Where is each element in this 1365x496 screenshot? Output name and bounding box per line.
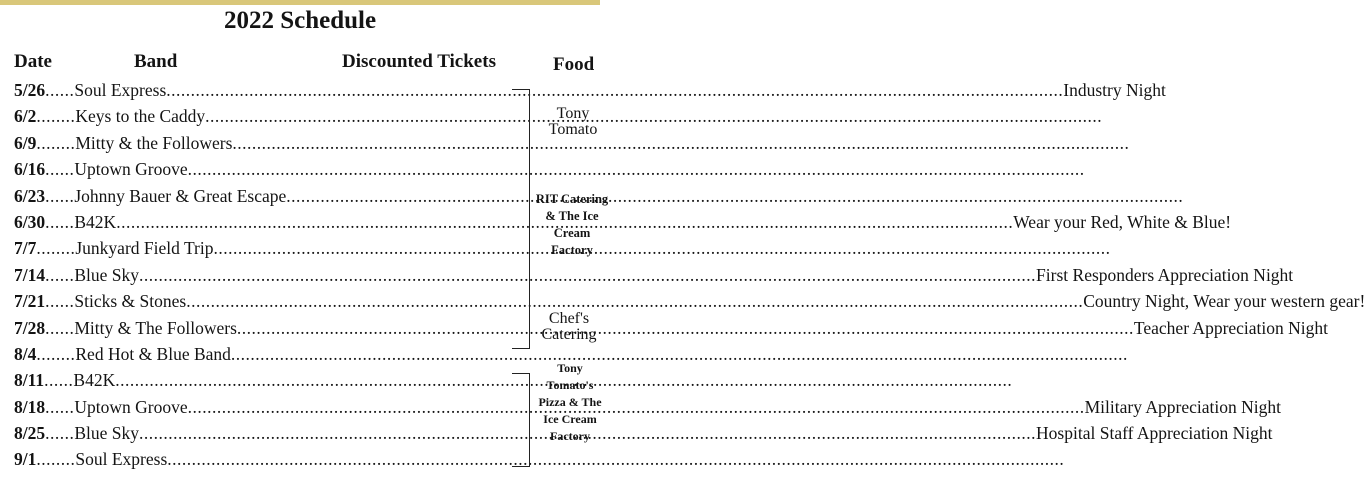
dot-leader xyxy=(188,156,1085,182)
date-leader: ...... xyxy=(45,396,75,417)
row-band: Keys to the Caddy xyxy=(75,106,206,127)
row-ticket-note: First Responders Appreciation Night xyxy=(1036,264,1294,285)
schedule-row xyxy=(14,262,1294,288)
schedule-row xyxy=(14,367,514,393)
row-date: 8/4 xyxy=(14,343,37,364)
dot-leader xyxy=(231,341,1128,367)
row-ticket-note: Industry Night xyxy=(1063,80,1166,100)
row-band: B42K xyxy=(74,211,117,232)
row-date: 7/14 xyxy=(14,264,46,285)
date-leader: ...... xyxy=(45,159,75,180)
row-band: Red Hot & Blue Band xyxy=(75,343,231,364)
row-band: Sticks & Stones xyxy=(74,291,187,312)
row-ticket-note: Military Appreciation Night xyxy=(1084,396,1281,417)
row-date: 6/23 xyxy=(14,185,46,206)
row-date: 9/1 xyxy=(14,449,37,470)
row-band: Blue Sky xyxy=(74,264,140,285)
date-leader: ...... xyxy=(44,370,74,391)
food-bracket-second xyxy=(512,373,530,467)
food-bracket-first xyxy=(512,89,530,349)
dot-leader xyxy=(232,130,1129,156)
date-leader: ...... xyxy=(45,291,75,312)
date-leader: ...... xyxy=(45,80,75,100)
schedule-row xyxy=(14,420,1273,446)
row-band: Soul Express xyxy=(75,449,168,470)
row-date: 6/30 xyxy=(14,211,46,232)
date-leader: ........ xyxy=(36,343,76,364)
dot-leader xyxy=(213,235,1110,261)
food-vendor-rit-catering: RIT Catering & The Ice Cream Factory xyxy=(535,192,609,257)
date-leader: ...... xyxy=(45,423,75,444)
dot-leader xyxy=(167,446,1064,472)
row-date: 8/18 xyxy=(14,396,46,417)
date-leader: ........ xyxy=(36,132,76,153)
row-band: Mitty & The Followers xyxy=(74,317,237,338)
food-vendor-tony-pizza: Tony Tomato's Pizza & The Ice Cream Factory xyxy=(538,361,602,443)
dot-leader xyxy=(188,394,1085,420)
schedule-row xyxy=(14,341,514,367)
dot-leader xyxy=(139,262,1036,288)
food-vendor-tony-tomato: Tony Tomato xyxy=(548,105,598,138)
row-ticket-note: Wear your Red, White & Blue! xyxy=(1013,211,1232,232)
schedule-row xyxy=(14,156,514,182)
row-ticket-note: Country Night, Wear your western gear! xyxy=(1083,291,1365,312)
row-date: 7/28 xyxy=(14,317,46,338)
schedule-row xyxy=(14,235,514,261)
schedule-row xyxy=(14,209,1232,235)
schedule-row xyxy=(14,103,514,129)
accent-bar xyxy=(0,0,600,5)
schedule-row xyxy=(14,183,514,209)
date-leader: ...... xyxy=(45,211,75,232)
row-date: 7/21 xyxy=(14,291,46,312)
row-band: Junkyard Field Trip xyxy=(75,238,214,259)
row-date: 5/26 xyxy=(14,80,46,100)
food-vendor-chefs-catering: Chef's Catering xyxy=(541,310,597,343)
row-date: 6/2 xyxy=(14,106,37,127)
dot-leader xyxy=(186,288,1083,314)
schedule-row xyxy=(14,288,1365,314)
date-leader: ...... xyxy=(45,264,75,285)
row-date: 8/11 xyxy=(14,370,45,391)
row-band: Mitty & the Followers xyxy=(75,132,233,153)
date-leader: ...... xyxy=(45,317,75,338)
row-band: B42K xyxy=(73,370,116,391)
row-ticket-note: Hospital Staff Appreciation Night xyxy=(1036,423,1273,444)
schedule-row xyxy=(14,77,1166,103)
row-date: 6/16 xyxy=(14,159,46,180)
date-leader: ........ xyxy=(36,106,76,127)
date-leader: ........ xyxy=(36,449,76,470)
schedule-row xyxy=(14,394,1281,420)
row-ticket-note: Teacher Appreciation Night xyxy=(1133,317,1329,338)
row-band: Uptown Groove xyxy=(74,159,188,180)
schedule-row xyxy=(14,446,514,472)
schedule-row xyxy=(14,130,514,156)
row-band: Johnny Bauer & Great Escape xyxy=(74,185,287,206)
row-band: Uptown Groove xyxy=(74,396,188,417)
row-date: 7/7 xyxy=(14,238,37,259)
date-leader: ........ xyxy=(36,238,76,259)
row-band: Blue Sky xyxy=(74,423,140,444)
column-header-food: Food xyxy=(553,54,595,75)
row-date: 6/9 xyxy=(14,132,37,153)
row-band: Soul Express xyxy=(74,80,167,100)
column-header-tickets: Discounted Tickets xyxy=(342,51,496,72)
dot-leader xyxy=(205,103,1102,129)
column-header-band: Band xyxy=(134,51,178,72)
row-date: 8/25 xyxy=(14,423,46,444)
date-leader: ...... xyxy=(45,185,75,206)
dot-leader xyxy=(286,183,1183,209)
dot-leader xyxy=(166,77,1063,103)
dot-leader xyxy=(237,315,1134,341)
column-header-date: Date xyxy=(14,51,52,72)
page-title: 2022 Schedule xyxy=(223,7,377,34)
